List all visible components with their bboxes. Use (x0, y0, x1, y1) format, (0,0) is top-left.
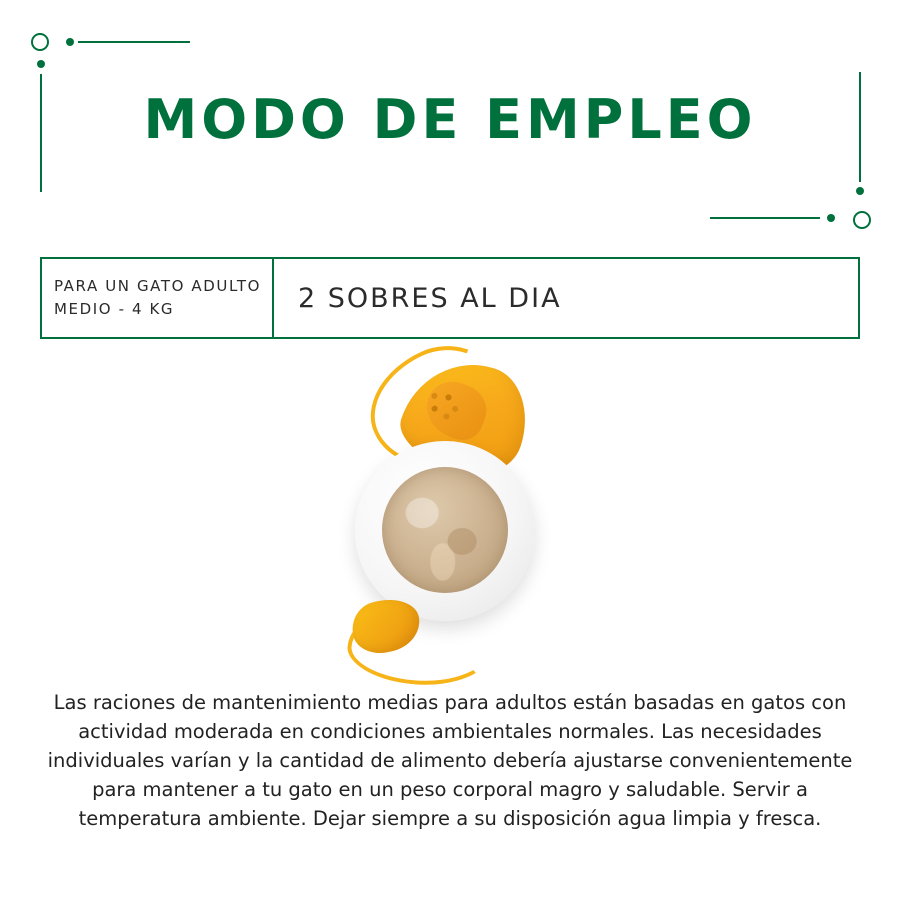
page-title: MODO DE EMPLEO (143, 88, 757, 151)
horizontal-rule-top-left (78, 41, 190, 43)
dosage-value-container (274, 259, 858, 337)
circle-outline-icon (31, 33, 49, 51)
pate-texture (388, 473, 502, 587)
horizontal-rule-bottom-right (710, 217, 820, 219)
dot-icon (66, 38, 74, 46)
instructions-paragraph: Las raciones de mantenimiento medias para adultos están basadas en gatos con actividad moderada en condiciones ambientales normales. Las necesidades individuales varían y la cantidad de alimento debería ajustarse convenientemente para mantener a tu gato en un peso corporal magro y saludable. Servir a temperatura ambiente. Dejar siempre a su disposición agua limpia y fresca. (47, 691, 853, 830)
dot-icon (827, 214, 835, 222)
dosage-box (40, 257, 860, 339)
dosage-label (42, 259, 274, 337)
dot-icon (856, 187, 864, 195)
dosage-label-line-2: MEDIO - 4 KG (54, 300, 175, 318)
product-photo (330, 345, 580, 685)
dosage-label-line-1: PARA UN GATO ADULTO (54, 277, 262, 295)
dot-icon (37, 60, 45, 68)
dosage-value: 2 SOBRES AL DIA (298, 282, 562, 314)
circle-outline-icon (853, 211, 871, 229)
